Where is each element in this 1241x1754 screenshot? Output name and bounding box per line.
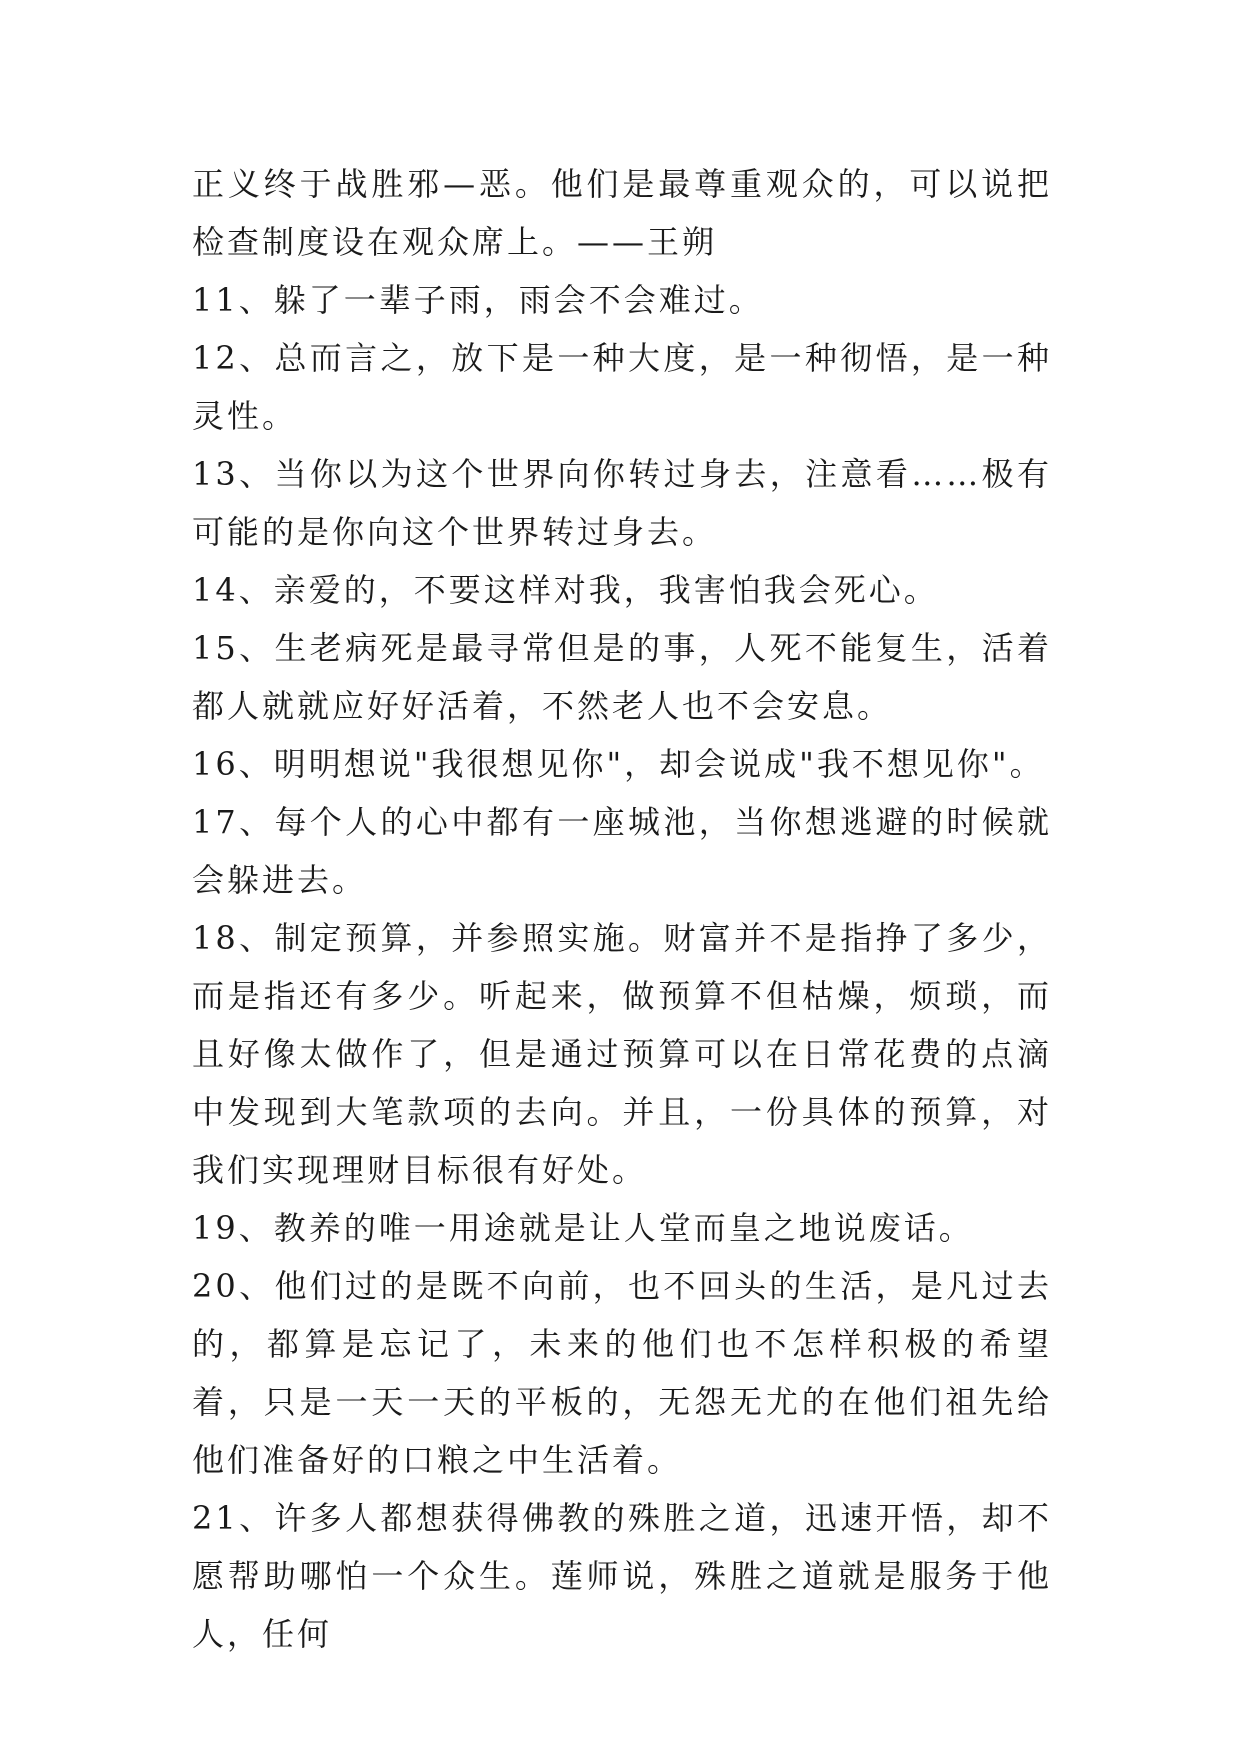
paragraph-continuation: 正义终于战胜邪—恶。他们是最尊重观众的，可以说把检查制度设在观众席上。——王朔 bbox=[192, 165, 1052, 261]
quote-item-12: 12、总而言之，放下是一种大度，是一种彻悟，是一种灵性。 bbox=[192, 339, 1052, 435]
quote-item-15: 15、生老病死是最寻常但是的事，人死不能复生，活着都人就就应好好活着，不然老人也不会安息。 bbox=[192, 629, 1052, 725]
quote-item-16: 16、明明想说"我很想见你"，却会说成"我不想见你"。 bbox=[192, 745, 1045, 783]
quote-item-13: 13、当你以为这个世界向你转过身去，注意看……极有可能的是你向这个世界转过身去。 bbox=[192, 455, 1052, 551]
document-text-body bbox=[192, 155, 1052, 1663]
quote-item-11: 11、躲了一辈子雨，雨会不会难过。 bbox=[192, 281, 764, 319]
quote-item-17: 17、每个人的心中都有一座城池，当你想逃避的时候就会躲进去。 bbox=[192, 803, 1052, 899]
quote-item-14: 14、亲爱的，不要这样对我，我害怕我会死心。 bbox=[192, 571, 939, 609]
quote-item-18: 18、制定预算，并参照实施。财富并不是指挣了多少，而是指还有多少。听起来，做预算不但枯燥，烦琐，而且好像太做作了，但是通过预算可以在日常花费的点滴中发现到大笔款项的去向。并且，一份具体的预算，对我们实现理财目标很有好处。 bbox=[192, 919, 1052, 1189]
quote-item-21: 21、许多人都想获得佛教的殊胜之道，迅速开悟，却不愿帮助哪怕一个众生。莲师说，殊胜之道就是服务于他人，任何 bbox=[192, 1499, 1052, 1653]
quote-item-20: 20、他们过的是既不向前，也不回头的生活，是凡过去的，都算是忘记了，未来的他们也不怎样积极的希望着，只是一天一天的平板的，无怨无尤的在他们祖先给他们准备好的口粮之中生活着。 bbox=[192, 1267, 1052, 1479]
quote-item-19: 19、教养的唯一用途就是让人堂而皇之地说废话。 bbox=[192, 1209, 974, 1247]
